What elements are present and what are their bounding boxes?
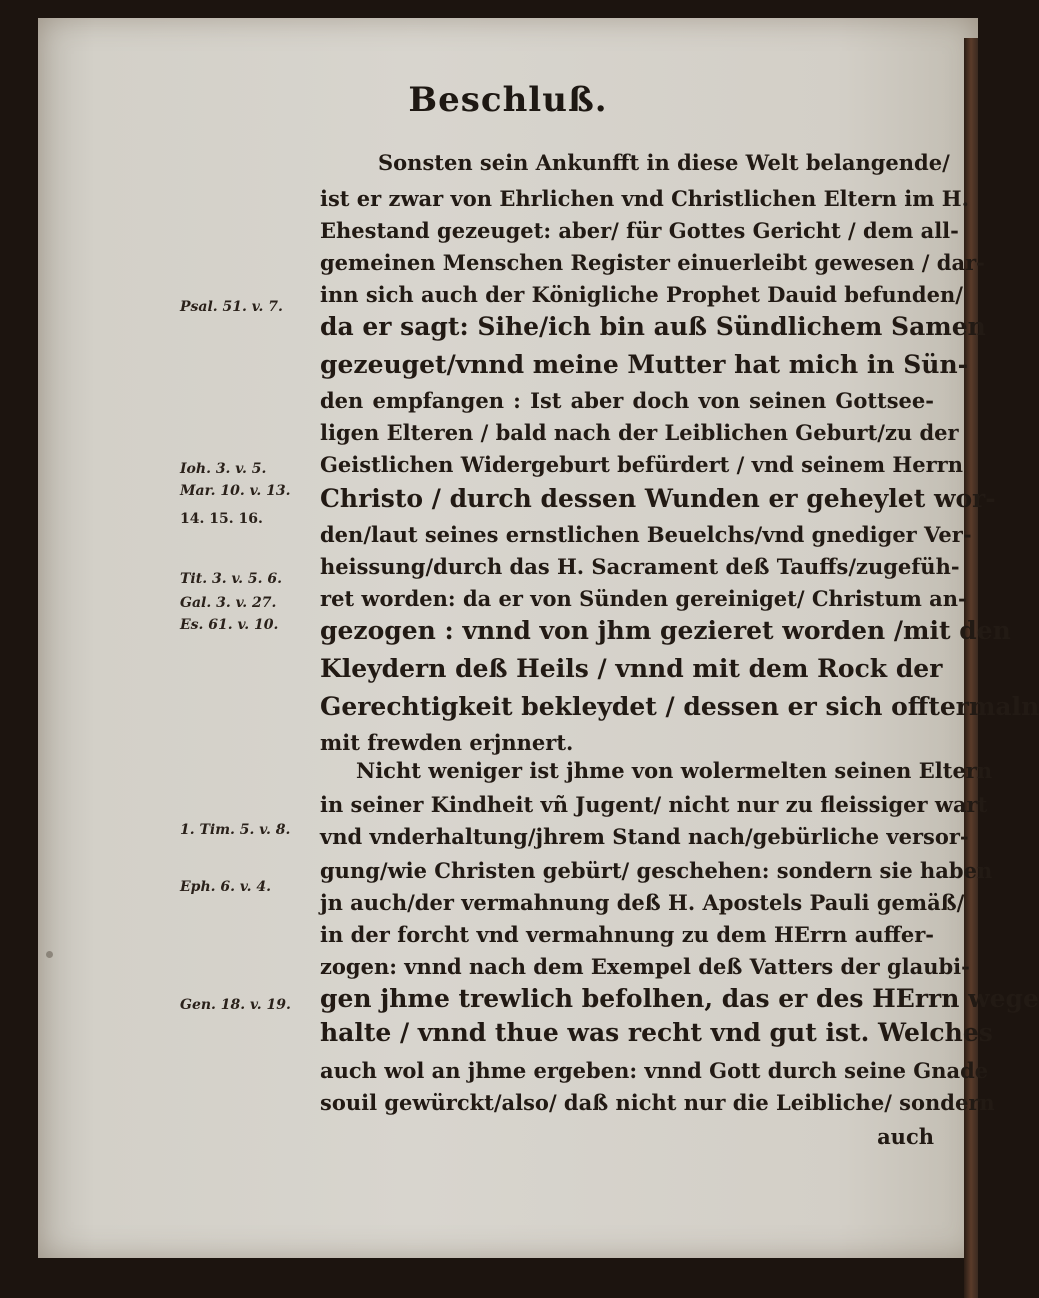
text-line: mit frewden erjnnert. <box>320 730 574 755</box>
margin-reference: Es. 61. v. 10. <box>180 617 279 633</box>
text-line: auch wol an jhme ergeben: vnnd Gott durch seine Gnade <box>320 1058 989 1083</box>
text-line: den empfangen : Ist aber doch von seinen Gottsee- <box>320 388 934 413</box>
text-line: heissung/durch das H. Sacrament deß Tauffs/zugefüh- <box>320 554 960 579</box>
text-line: souil gewürckt/also/ daß nicht nur die Leibliche/ sondern <box>320 1090 995 1115</box>
text-line: gemeinen Menschen Register einuerleibt gewesen / dar- <box>320 250 985 275</box>
margin-reference: Ioh. 3. v. 5. <box>180 461 267 477</box>
text-line: inn sich auch der Königliche Prophet Dauid befunden/ <box>320 282 963 307</box>
text-line: zogen: vnnd nach dem Exempel deß Vatters der glaubi- <box>320 954 970 979</box>
page-heading: Beschluß. <box>408 80 608 120</box>
text-line: gung/wie Christen gebürt/ geschehen: sondern sie haben <box>320 858 993 883</box>
text-line: in der forcht vnd vermahnung zu dem HErrn auffer- <box>320 922 934 947</box>
text-line: jn auch/der vermahnung deß H. Apostels Pauli gemäß/ <box>320 890 965 915</box>
text-line: halte / vnnd thue was recht vnd gut ist. Welches <box>320 1018 993 1047</box>
margin-reference: 1. Tim. 5. v. 8. <box>180 822 291 838</box>
text-line: in seiner Kindheit vñ Jugent/ nicht nur zu fleissiger wart <box>320 792 988 817</box>
margin-reference: 14. 15. 16. <box>180 511 263 527</box>
text-line: Kleydern deß Heils / vnnd mit dem Rock der <box>320 654 943 683</box>
text-line: gen jhme trewlich befolhen, das er des HErrn wege <box>320 984 1039 1013</box>
catchword: auch <box>877 1124 934 1149</box>
text-line: ligen Elteren / bald nach der Leiblichen Geburt/zu der <box>320 420 959 445</box>
body-text <box>38 18 1039 1258</box>
text-line: Sonsten sein Ankunfft in diese Welt belangende/ <box>378 150 950 175</box>
margin-reference: Tit. 3. v. 5. 6. <box>180 571 283 587</box>
text-line: Geistlichen Widergeburt befürdert / vnd seinem Herrn <box>320 452 964 477</box>
margin-reference: Psal. 51. v. 7. <box>180 299 283 315</box>
margin-reference: Gal. 3. v. 27. <box>180 595 277 611</box>
text-line: gezogen : vnnd von jhm gezieret worden /mit den <box>320 616 1011 645</box>
margin-reference: Gen. 18. v. 19. <box>180 997 291 1013</box>
text-line: da er sagt: Sihe/ich bin auß Sündlichem Samen <box>320 312 986 341</box>
margin-reference: Eph. 6. v. 4. <box>180 879 271 895</box>
text-line: Ehestand gezeuget: aber/ für Gottes Gericht / dem all- <box>320 218 959 243</box>
text-line: Nicht weniger ist jhme von wolermelten seinen Eltern <box>356 758 993 783</box>
text-line: Christo / durch dessen Wunden er geheylet wor- <box>320 484 996 513</box>
text-line: gezeuget/vnnd meine Mutter hat mich in Sün- <box>320 350 968 379</box>
text-line: Gerechtigkeit bekleydet / dessen er sich offtermaln <box>320 692 1039 721</box>
margin-reference: Mar. 10. v. 13. <box>180 483 291 499</box>
text-line: den/laut seines ernstlichen Beuelchs/vnd gnediger Ver- <box>320 522 972 547</box>
text-line: ist er zwar von Ehrlichen vnd Christlichen Eltern im H. <box>320 186 969 211</box>
text-line: ret worden: da er von Sünden gereiniget/ Christum an- <box>320 586 967 611</box>
text-line: vnd vnderhaltung/jhrem Stand nach/gebürliche versor- <box>320 824 969 849</box>
book-page <box>38 18 1039 1258</box>
